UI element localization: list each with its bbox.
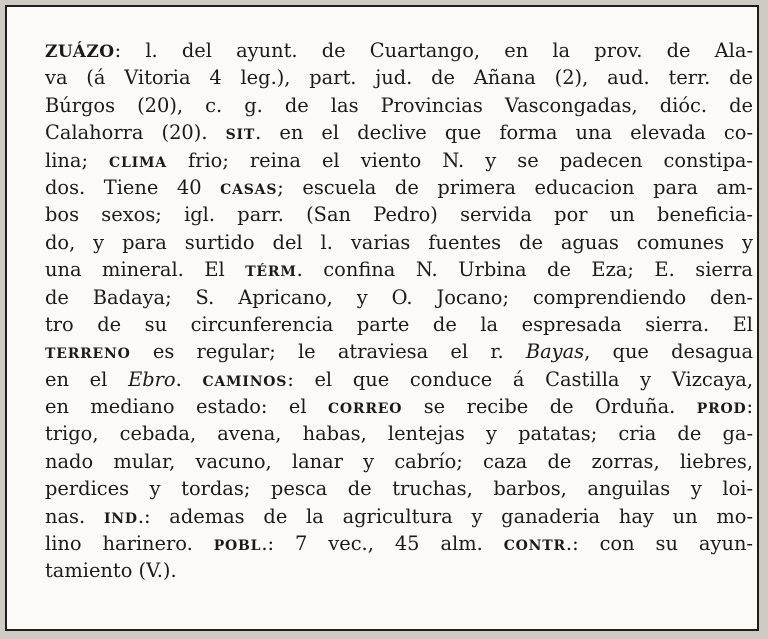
entry-line xyxy=(45,393,753,420)
entry-text-segment: , que desagua xyxy=(584,340,753,364)
entry-section-label: CONTR xyxy=(503,538,566,555)
entry-line xyxy=(45,420,753,447)
entry-line xyxy=(45,448,753,475)
entry-line xyxy=(45,256,753,283)
entry-text-segment: . xyxy=(175,367,203,391)
entry-text-segment: .: 7 vec., 45 alm. xyxy=(261,532,504,556)
entry-section-label: TÉRM xyxy=(245,264,297,281)
entry-text-segment: tro de su circunferencia parte de la espresada sierra. El xyxy=(45,312,753,336)
entry-headword: ZUÁZO xyxy=(45,42,115,62)
entry-section-label: CAMINOS xyxy=(202,373,288,390)
entry-line xyxy=(45,503,753,530)
entry-line xyxy=(45,557,753,584)
entry-text-segment: .: con su ayun- xyxy=(565,532,753,556)
entry-line xyxy=(45,37,753,64)
entry-text-segment: . confina N. Urbina de Eza; E. sierra xyxy=(296,258,753,282)
entry-section-label: IND xyxy=(103,510,138,527)
entry-text-segment: lina; xyxy=(45,148,110,172)
entry-section-label: TERRENO xyxy=(45,346,131,363)
entry-text-segment: Búrgos (20), c. g. de las Provincias Vascongadas, dióc. de xyxy=(45,93,753,117)
entry-text-segment: perdices y tordas; pesca de truchas, barbos, anguilas y loi- xyxy=(45,477,753,501)
entry-text-segment: en el xyxy=(45,367,129,391)
entry-line xyxy=(45,475,753,502)
entry-section-label: CLIMA xyxy=(109,154,167,171)
entry-line xyxy=(45,201,753,228)
entry-text-segment: nado mular, vacuno, lanar y cabrío; caza de zorras, liebres, xyxy=(45,449,753,473)
entry-text-segment: ; escuela de primera educacion para am- xyxy=(277,175,753,199)
entry-text-segment: dos. Tiene 40 xyxy=(45,175,221,199)
entry-text-segment: . en el declive que forma una elevada co- xyxy=(255,121,753,145)
entry-text-segment: trigo, cebada, avena, habas, lentejas y patatas; cria de ga- xyxy=(45,422,753,446)
entry-text-segment: en mediano estado: el xyxy=(45,395,328,419)
entry-line xyxy=(45,92,753,119)
entry-section-label: POBL xyxy=(213,538,262,555)
entry-text-segment: lino harinero. xyxy=(45,532,214,556)
entry-text-segment: es regular; le atraviesa el r. xyxy=(130,340,526,364)
entry-line xyxy=(45,174,753,201)
entry-text-segment: bos sexos; igl. parr. (San Pedro) servida por un beneficia- xyxy=(45,203,753,227)
entry-text-segment: Calahorra (20). xyxy=(45,121,226,145)
entry-italic-text: Ebro xyxy=(128,367,176,391)
entry-text-segment: se recibe de Orduña. xyxy=(402,395,697,419)
entry-line xyxy=(45,147,753,174)
entry-line xyxy=(45,338,753,365)
entry-italic-text: Bayas xyxy=(525,340,585,364)
entry-text-segment: : xyxy=(746,395,753,419)
entry-section-label: CASAS xyxy=(220,181,278,198)
dictionary-entry xyxy=(45,37,753,585)
entry-line xyxy=(45,119,753,146)
entry-text-segment: : l. del ayunt. de Cuartango, en la prov. de Ala- xyxy=(114,39,753,62)
entry-line xyxy=(45,64,753,91)
entry-line xyxy=(45,284,753,311)
entry-line xyxy=(45,366,753,393)
entry-text-segment: tamiento (V.). xyxy=(45,559,177,583)
entry-text-segment: nas. xyxy=(45,504,104,528)
entry-line xyxy=(45,311,753,338)
entry-text-segment: do, y para surtido del l. varias fuentes de aguas comunes y xyxy=(45,230,753,254)
entry-text-segment: una mineral. El xyxy=(45,258,246,282)
entry-text-segment: frio; reina el viento N. y se padecen constipa- xyxy=(166,148,753,172)
entry-section-label: SIT xyxy=(225,127,256,144)
entry-text-segment: va (á Vitoria 4 leg.), part. jud. de Añana (2), aud. terr. de xyxy=(45,66,753,90)
entry-line xyxy=(45,530,753,557)
entry-text-segment: de Badaya; S. Apricano, y O. Jocano; comprendiendo den- xyxy=(45,285,753,309)
entry-section-label: PROD xyxy=(696,401,747,418)
entry-line xyxy=(45,229,753,256)
entry-text-segment: .: ademas de la agricultura y ganaderia hay un mo- xyxy=(137,504,753,528)
entry-text-segment: : el que conduce á Castilla y Vizcaya, xyxy=(287,367,753,391)
entry-section-label: CORREO xyxy=(327,401,403,418)
document-frame xyxy=(5,5,759,631)
